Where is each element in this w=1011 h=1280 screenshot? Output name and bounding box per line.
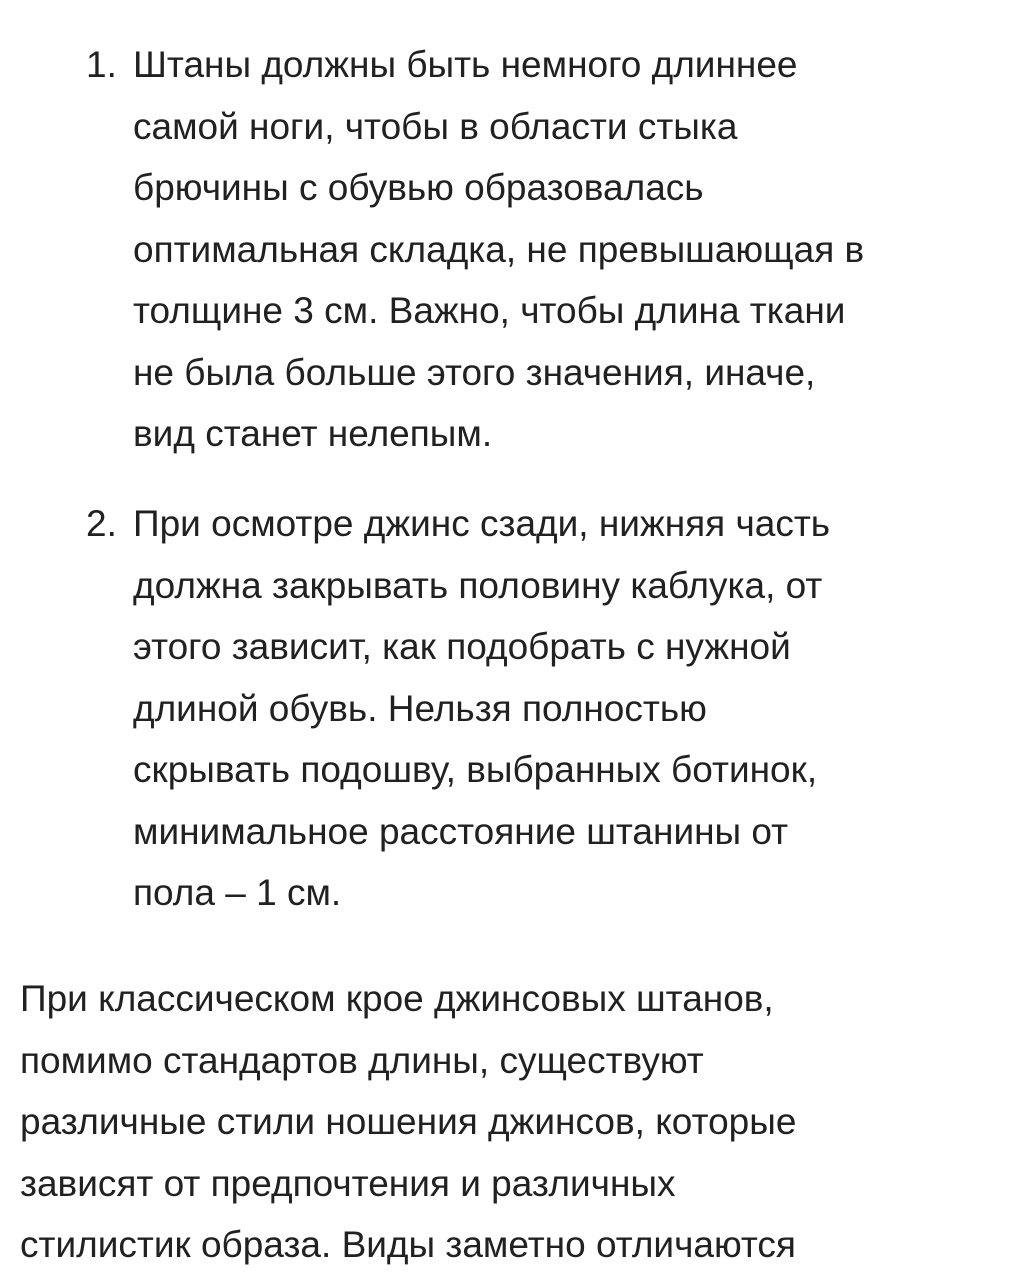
text-line: брючины с обувью образовалась bbox=[133, 167, 704, 208]
text-line: оптимальная складка, не превышающая в bbox=[133, 228, 865, 270]
text-line: толщине 3 см. Важно, чтобы длина ткани bbox=[133, 290, 846, 331]
text-line: помимо стандартов длины, существуют bbox=[20, 1039, 704, 1081]
text-line: При осмотре джинс сзади, нижняя часть bbox=[133, 503, 831, 544]
text-line: не была больше этого значения, иначе, bbox=[133, 351, 816, 393]
list-item-text bbox=[133, 493, 993, 924]
text-line: минимальное расстояние штанины от bbox=[133, 810, 789, 852]
text-line: При классическом крое джинсовых штанов, bbox=[20, 978, 774, 1019]
text-line: должна закрывать половину каблука, от bbox=[133, 564, 823, 606]
text-line: зависят от предпочтения и различных bbox=[20, 1162, 676, 1204]
text-line: пола – 1 см. bbox=[133, 872, 342, 913]
text-line: самой ноги, чтобы в области стыка bbox=[133, 105, 738, 147]
text-line: длиной обувь. Нельзя полностью bbox=[133, 687, 707, 729]
text-line: скрывать подошву, выбранных ботинок, bbox=[133, 749, 818, 790]
text-line: стилистик образа. Виды заметно отличаются bbox=[20, 1224, 796, 1265]
list-item-number: 1. bbox=[86, 44, 117, 85]
body-paragraph bbox=[20, 968, 1000, 1276]
list-item-number: 2. bbox=[86, 503, 117, 544]
list-item-text bbox=[133, 34, 993, 465]
text-line: этого зависит, как подобрать с нужной bbox=[133, 626, 791, 667]
text-line: вид станет нелепым. bbox=[133, 413, 493, 454]
text-line: Штаны должны быть немного длиннее bbox=[133, 44, 798, 85]
text-line: различные стили ношения джинсов, которые bbox=[20, 1101, 797, 1142]
